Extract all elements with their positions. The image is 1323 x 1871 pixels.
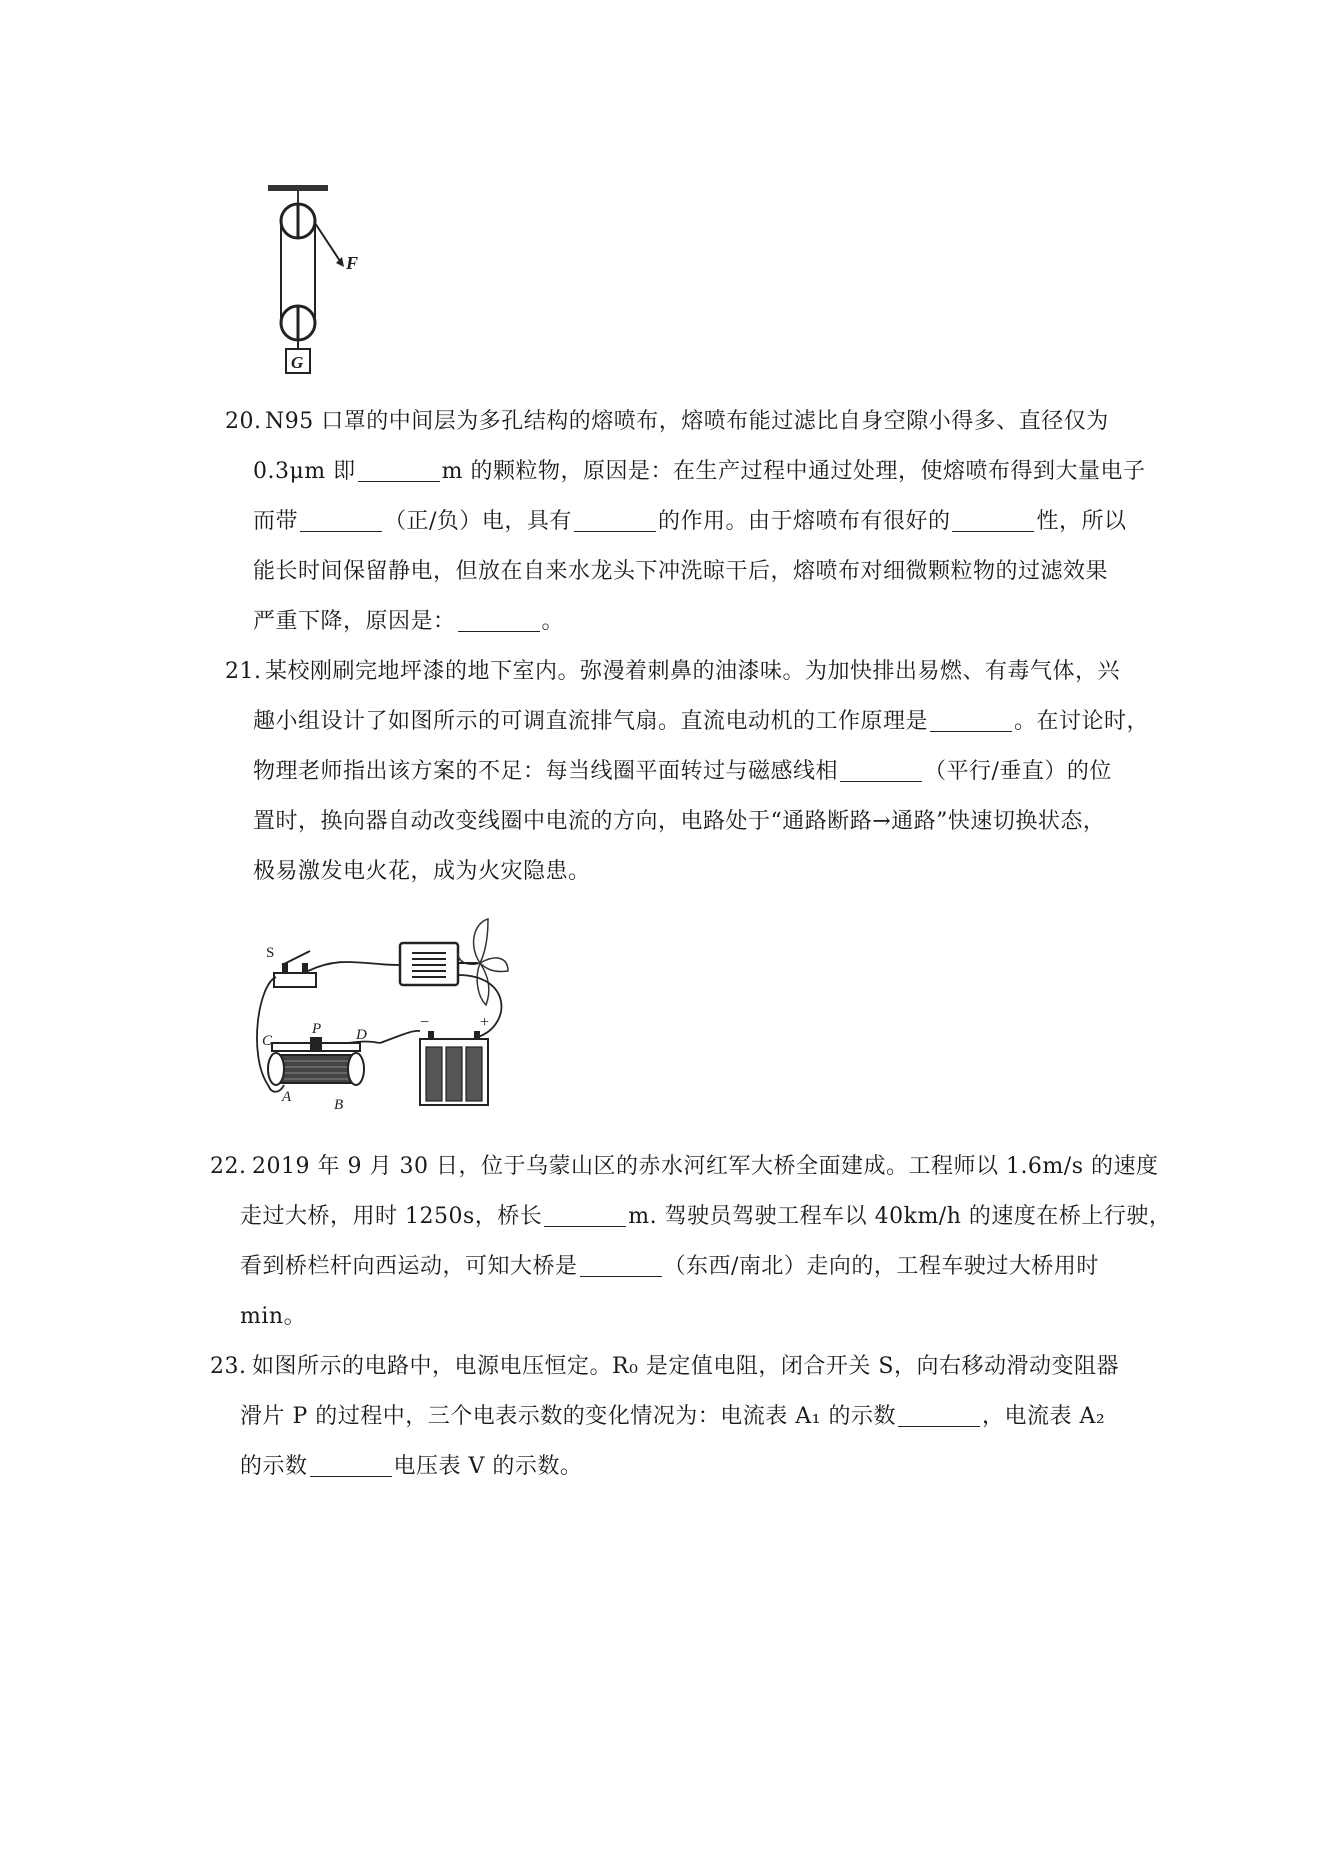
answer-blank[interactable]: [458, 609, 540, 632]
answer-blank[interactable]: [930, 709, 1012, 732]
q22-line-2: 走过大桥，用时 1250s，桥长 m. 驾驶员驾驶工程车以 40km/h 的速度在桥上行驶，: [240, 1204, 1172, 1229]
circuit-figure: [252, 915, 552, 1120]
pulley-figure: [262, 183, 372, 383]
question-20: [225, 397, 1146, 647]
label-d: D: [356, 1027, 367, 1043]
q21-line-2: 趣小组设计了如图所示的可调直流排气扇。直流电动机的工作原理是 。在讨论时，: [253, 709, 1150, 734]
answer-blank[interactable]: [544, 1204, 626, 1227]
question-21: [225, 647, 1149, 897]
q22-line-3: 看到桥栏杆向西运动，可知大桥是 （东西/南北）走向的，工程车驶过大桥用时: [240, 1254, 1099, 1279]
q21-line-4: 置时，换向器自动改变线圈中电流的方向，电路处于“通路断路→通路”快速切换状态，: [253, 809, 1106, 834]
q20-line-5: 严重下降，原因是： 。: [253, 609, 565, 634]
label-p: P: [312, 1021, 322, 1037]
label-a: A: [282, 1089, 292, 1105]
battery-minus: −: [420, 1014, 430, 1031]
switch-label: S: [266, 945, 275, 961]
answer-blank[interactable]: [580, 1254, 662, 1277]
answer-blank[interactable]: [898, 1404, 980, 1427]
answer-blank[interactable]: [840, 759, 922, 782]
label-b: B: [334, 1097, 344, 1113]
q21-line-1: 某校刚刷完地坪漆的地下室内。弥漫着刺鼻的油漆味。为加快排出易燃、有毒气体，兴: [265, 659, 1121, 684]
q22-line-4: min。: [240, 1304, 307, 1329]
q20-line-2: 0.3μm 即 m 的颗粒物，原因是：在生产过程中通过处理，使熔喷布得到大量电子: [253, 459, 1146, 484]
answer-blank[interactable]: [574, 509, 656, 532]
answer-blank[interactable]: [310, 1454, 392, 1477]
answer-blank[interactable]: [358, 459, 440, 482]
q22-line-1: 2019 年 9 月 30 日，位于乌蒙山区的赤水河红军大桥全面建成。工程师以 1.6m/s 的速度: [252, 1154, 1159, 1179]
question-22: [210, 1142, 1171, 1342]
q20-line-4: 能长时间保留静电，但放在自来水龙头下冲洗晾干后，熔喷布对细微颗粒物的过滤效果: [253, 559, 1109, 584]
weight-label: G: [291, 353, 304, 372]
q20-line-1: N95 口罩的中间层为多孔结构的熔喷布，熔喷布能过滤比自身空隙小得多、直径仅为: [265, 409, 1109, 434]
answer-blank[interactable]: [300, 509, 382, 532]
question-23: [210, 1342, 1119, 1492]
question-number: 22.: [210, 1154, 247, 1179]
q23-line-1: 如图所示的电路中，电源电压恒定。R₀ 是定值电阻，闭合开关 S，向右移动滑动变阻器: [252, 1354, 1119, 1379]
q23-line-3: 的示数 电压表 V 的示数。: [240, 1454, 583, 1479]
q23-line-2: 滑片 P 的过程中，三个电表示数的变化情况为：电流表 A₁ 的示数 ，电流表 A₂: [240, 1404, 1106, 1429]
battery-plus: +: [480, 1014, 490, 1031]
q20-line-3: 而带 （正/负）电，具有 的作用。由于熔喷布有很好的 性，所以: [253, 509, 1127, 534]
question-number: 21.: [225, 659, 262, 684]
question-number: 20.: [225, 409, 262, 434]
question-number: 23.: [210, 1354, 247, 1379]
answer-blank[interactable]: [952, 509, 1034, 532]
q21-line-3: 物理老师指出该方案的不足：每当线圈平面转过与磁感线相 （平行/垂直）的位: [253, 759, 1112, 784]
label-c: C: [262, 1033, 273, 1049]
force-label: F: [346, 253, 359, 273]
q21-line-5: 极易激发电火花，成为火灾隐患。: [253, 859, 591, 884]
